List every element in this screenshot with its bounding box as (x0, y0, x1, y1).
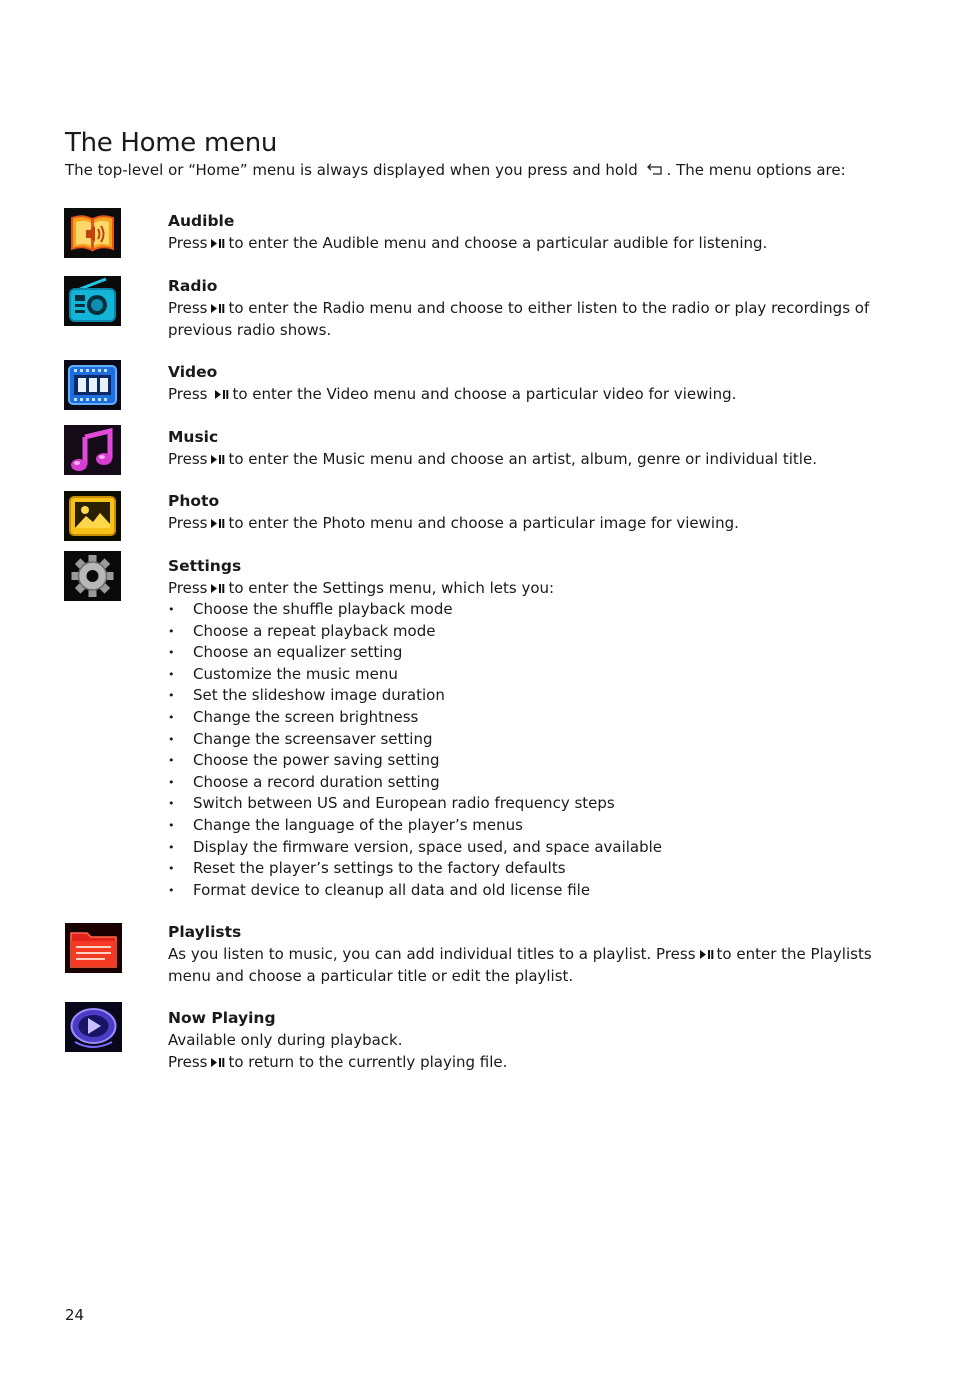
entry-description: Press to enter the Photo menu and choose a particular image for viewing. (168, 514, 739, 532)
entry-description: Press to enter the Video menu and choose a particular video for viewing. (168, 385, 737, 403)
entry-description: Press to return to the currently playing file. (168, 1053, 508, 1071)
photo-picture-icon (64, 491, 121, 541)
settings-options-list (168, 599, 888, 901)
list-item: • Customize the music menu (168, 664, 888, 686)
play-pause-icon (210, 518, 225, 529)
list-item: • Choose a repeat playback mode (168, 621, 888, 643)
entry-title: Video (168, 363, 218, 381)
entry-title: Photo (168, 492, 220, 510)
back-return-icon (647, 162, 665, 176)
list-item: • Choose an equalizer setting (168, 642, 888, 664)
entry-description: Press to enter the Music menu and choose an artist, album, genre or individual title. (168, 450, 817, 468)
play-pause-icon (210, 454, 225, 465)
entry-title: Settings (168, 557, 242, 575)
list-item: • Change the language of the player’s menus (168, 815, 888, 837)
play-pause-icon (210, 238, 225, 249)
play-pause-icon (214, 389, 229, 400)
music-note-icon (64, 425, 121, 475)
list-item: • Reset the player’s settings to the factory defaults (168, 858, 888, 880)
intro-paragraph (65, 160, 846, 180)
list-item: • Change the screensaver setting (168, 729, 888, 751)
intro-text-before: The top-level or “Home” menu is always displayed when you press and hold (65, 161, 638, 179)
list-item: • Format device to cleanup all data and old license file (168, 880, 888, 902)
entry-description: Press to enter the Radio menu and choose to either listen to the radio or play recordings of previous radio shows. (168, 299, 870, 339)
entry-subtext: Available only during playback. (168, 1031, 403, 1049)
play-pause-icon (699, 949, 714, 960)
list-item: • Choose a record duration setting (168, 772, 888, 794)
entry-title: Now Playing (168, 1009, 276, 1027)
play-pause-icon (210, 1057, 225, 1068)
page-title: The Home menu (65, 128, 278, 158)
list-item: • Change the screen brightness (168, 707, 888, 729)
entry-title: Audible (168, 212, 235, 230)
play-pause-icon (210, 583, 225, 594)
playlist-folder-icon (65, 923, 122, 973)
entry-description: As you listen to music, you can add individual titles to a playlist. Press to enter the Playlists menu and choose a particular title or edit the playlist. (168, 945, 872, 985)
list-item: • Switch between US and European radio frequency steps (168, 793, 888, 815)
video-film-icon (64, 360, 121, 410)
now-playing-disc-icon (65, 1002, 122, 1052)
audible-book-icon (64, 208, 121, 258)
list-item: • Set the slideshow image duration (168, 685, 888, 707)
entry-title: Playlists (168, 923, 242, 941)
intro-text-after: . The menu options are: (666, 161, 846, 179)
page-number: 24 (65, 1306, 85, 1324)
list-item: • Choose the power saving setting (168, 750, 888, 772)
settings-gear-icon (64, 551, 121, 601)
list-item: • Display the firmware version, space used, and space available (168, 837, 888, 859)
entry-title: Music (168, 428, 219, 446)
radio-icon (64, 276, 121, 326)
entry-title: Radio (168, 277, 218, 295)
entry-description: Press to enter the Settings menu, which lets you: (168, 579, 555, 597)
entry-description: Press to enter the Audible menu and choose a particular audible for listening. (168, 234, 768, 252)
play-pause-icon (210, 303, 225, 314)
list-item: • Choose the shuffle playback mode (168, 599, 888, 621)
